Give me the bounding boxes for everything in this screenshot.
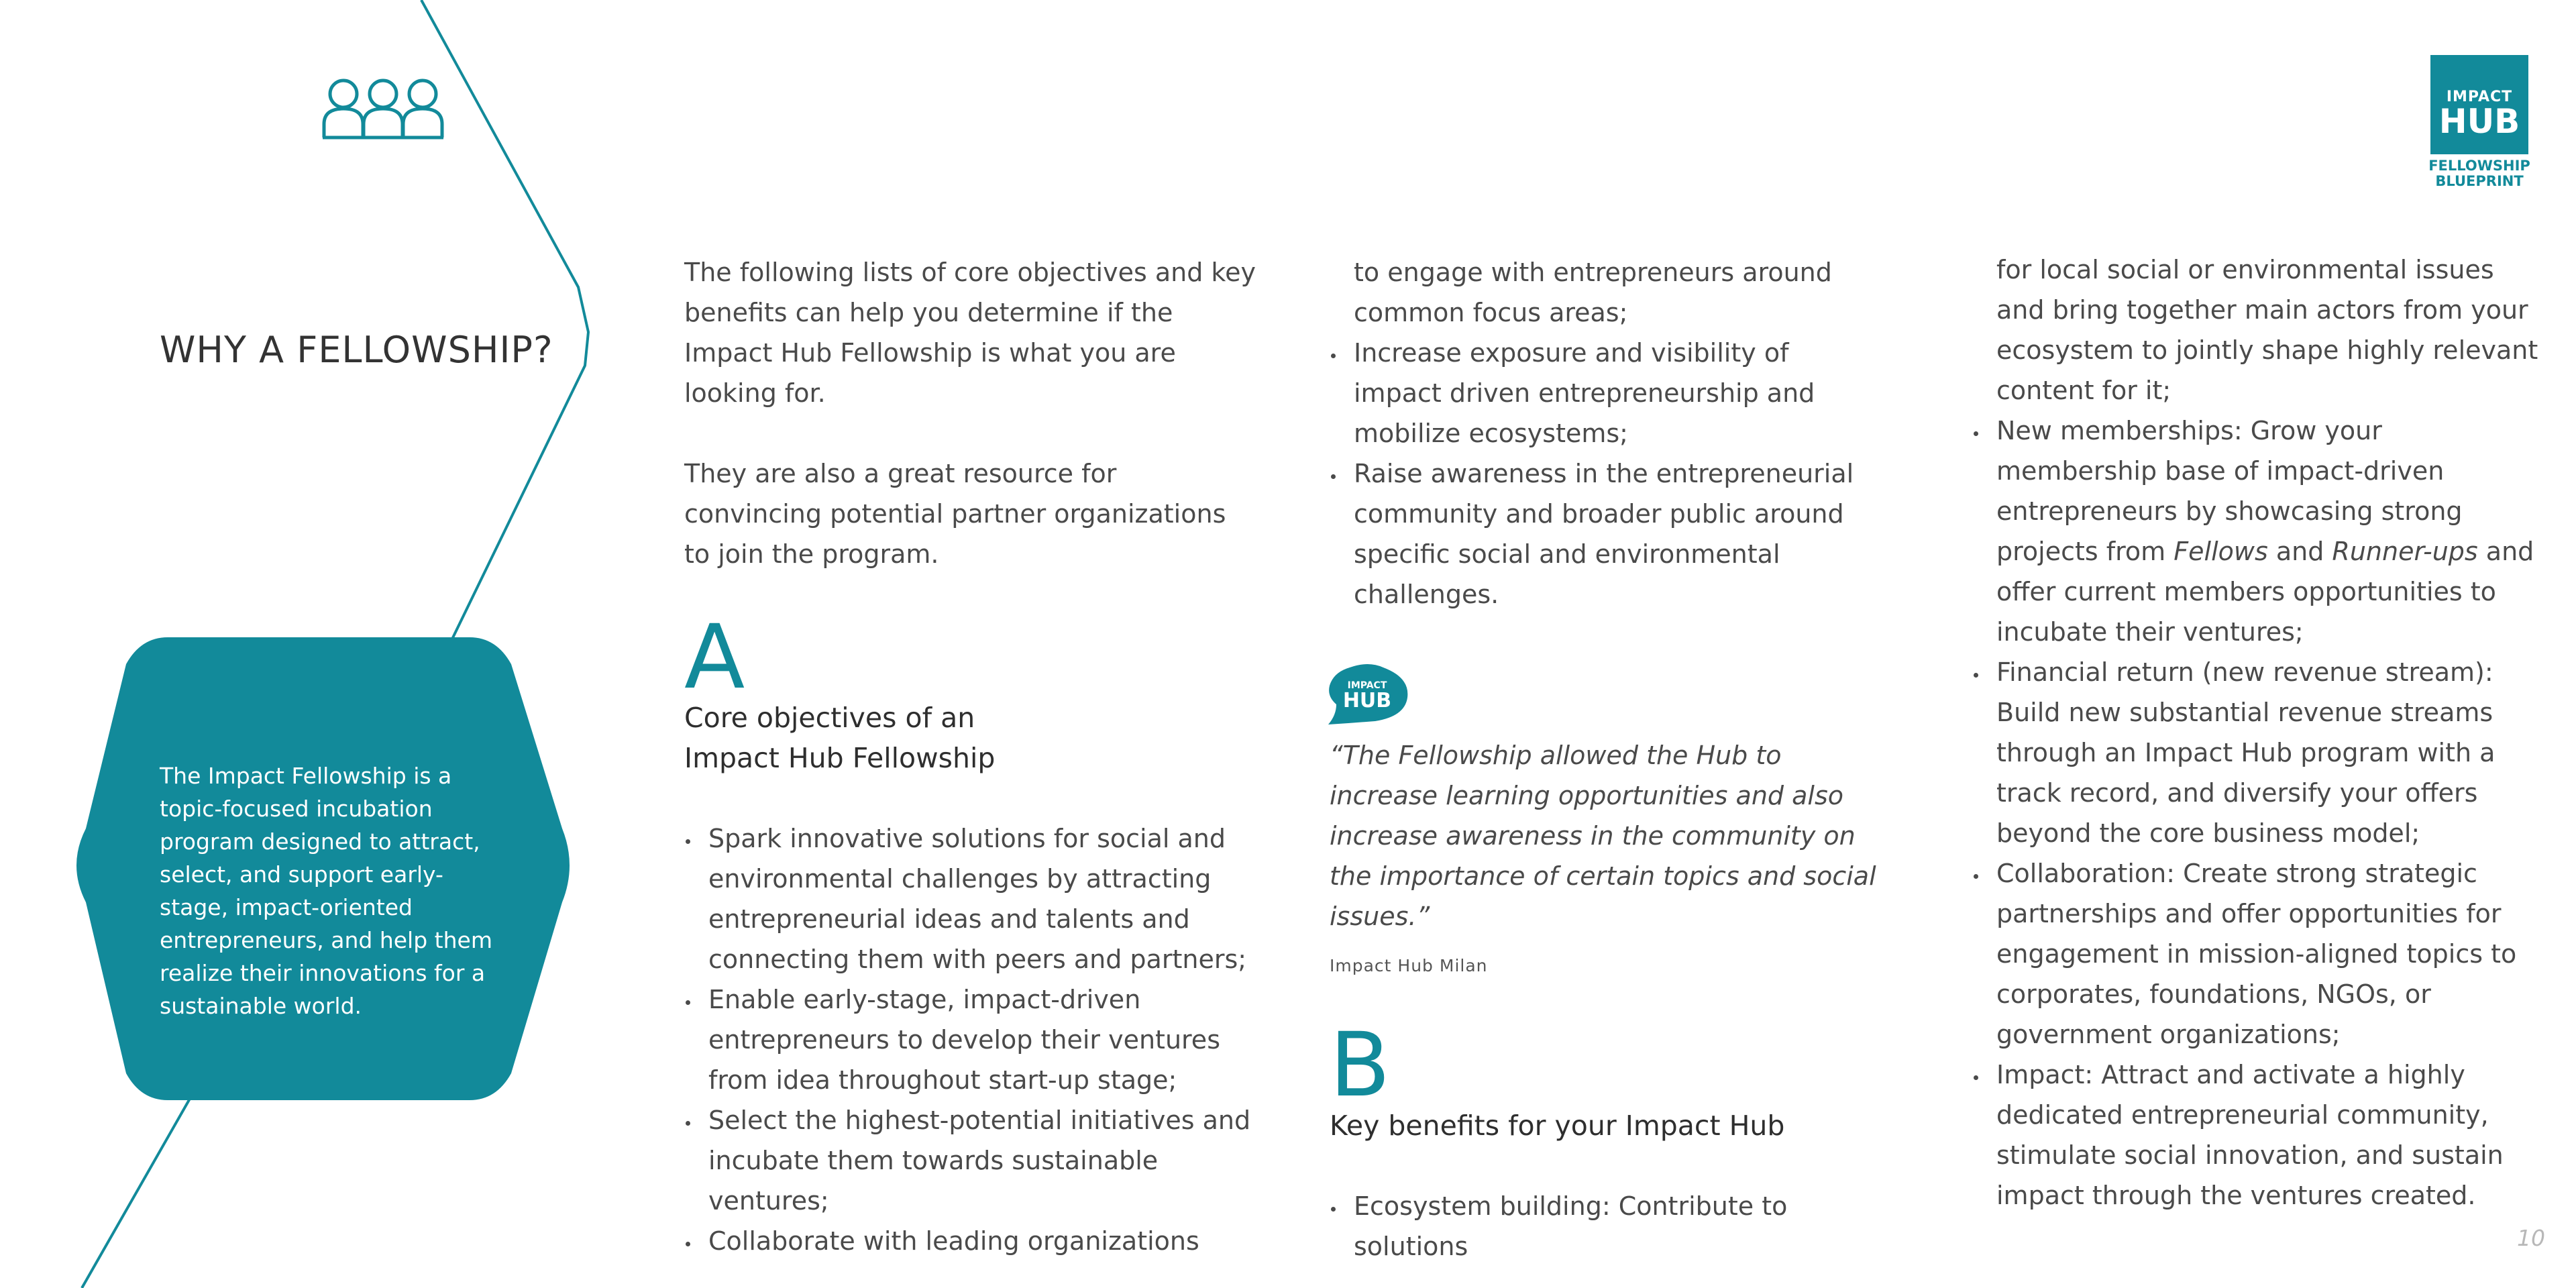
- list-item: [1972, 411, 2542, 652]
- logo-subtitle: [2420, 158, 2538, 189]
- logo-line1: IMPACT: [2446, 89, 2513, 105]
- intro-paragraph-1: The following lists of core objectives and key benefits can help you determine if the Impact Hub Fellowship is what you are looking for.: [684, 258, 1256, 408]
- benefits-list-continued: [1972, 250, 2542, 1216]
- list-item: Collaborate with leading organizations: [684, 1221, 1256, 1261]
- list-item: Ecosystem building: Contribute to solutions: [1330, 1186, 1880, 1267]
- quote-text: “The Fellowship allowed the Hub to increase learning opportunities and also increase awareness in the community on the importance of certain topics and social issues.”: [1330, 741, 1876, 931]
- section-a-title-line2: Impact Hub Fellowship: [684, 742, 996, 774]
- people-group-icon: [323, 80, 443, 138]
- memberships-fellows: Fellows: [2174, 537, 2268, 566]
- badge-line2: HUB: [1342, 689, 1392, 712]
- memberships-text-1: New memberships: Grow your membership base of impact-driven entrepreneurs by showcasing strong projects from: [1996, 416, 2463, 566]
- list-item: Impact: Attract and activate a highly dedicated entrepreneurial community, stimulate social innovation, and sustain impact through the ventures created.: [1972, 1055, 2542, 1216]
- list-item: Collaboration: Create strong strategic partnerships and offer opportunities for engagement in mission-aligned topics to corporates, foundations, NGOs, or government organizations;: [1972, 853, 2542, 1055]
- list-item: Spark innovative solutions for social and environmental challenges by attracting entrepreneurial ideas and talents and connecting them with peers and partners;: [684, 818, 1256, 979]
- list-item: Increase exposure and visibility of impact driven entrepreneurship and mobilize ecosystems;: [1330, 333, 1880, 453]
- logo-sub1: FELLOWSHIP: [2428, 158, 2530, 174]
- page-number: 10: [2517, 1225, 2545, 1251]
- section-a-title: [684, 698, 1256, 778]
- logo-line2: HUB: [2438, 102, 2520, 141]
- column-1: [684, 252, 1256, 1261]
- list-item: Raise awareness in the entrepreneurial community and broader public around specific social and environmental challenges.: [1330, 453, 1880, 614]
- column-3: [1972, 250, 2542, 1216]
- section-b-title: Key benefits for your Impact Hub: [1330, 1110, 1785, 1142]
- section-a-letter: A: [684, 606, 745, 709]
- badge-line1: IMPACT: [1347, 680, 1387, 691]
- impact-hub-logo: [2430, 55, 2528, 154]
- quote-source: Impact Hub Milan: [1330, 956, 1488, 975]
- page-title: WHY A FELLOWSHIP?: [160, 329, 553, 371]
- quote-block: [1330, 735, 1880, 986]
- hexagon-description: The Impact Fellowship is a topic-focused incubation program designed to attract, select, and support early-stage, impact-oriented entrepreneurs, and help them realize their innovations for a sustainable world.: [160, 763, 492, 1019]
- logo-sub2: BLUEPRINT: [2435, 173, 2524, 189]
- memberships-text-2: and: [2267, 537, 2332, 566]
- memberships-text-3: and offer current members opportunities to incubate their ventures;: [1996, 537, 2534, 647]
- column-2: [1330, 252, 1880, 1267]
- section-b-letter: B: [1330, 1014, 1391, 1117]
- memberships-runner-ups: Runner-ups: [2332, 537, 2478, 566]
- list-item: Select the highest-potential initiatives and incubate them towards sustainable ventures;: [684, 1100, 1256, 1221]
- section-a-title-line1: Core objectives of an: [684, 702, 975, 734]
- objectives-list-continued: [1330, 252, 1880, 614]
- decorative-divider-line: [421, 0, 588, 647]
- list-item: to engage with entrepreneurs around common focus areas;: [1354, 258, 1832, 327]
- list-item: Enable early-stage, impact-driven entrepreneurs to develop their ventures from idea throughout start-up stage;: [684, 979, 1256, 1100]
- list-item: for local social or environmental issues and bring together main actors from your ecosystem to jointly shape highly relevant content for it;: [1996, 255, 2538, 405]
- intro-paragraph-2: They are also a great resource for convincing potential partner organizations to join the program.: [684, 459, 1226, 569]
- decorative-divider-line-lower: [82, 1088, 196, 1288]
- benefits-list: [1330, 1186, 1880, 1267]
- list-item: Financial return (new revenue stream): Build new substantial revenue streams through an Impact Hub program with a track record, and diversify your offers beyond the core business model;: [1972, 652, 2542, 853]
- objectives-list: [684, 818, 1256, 1261]
